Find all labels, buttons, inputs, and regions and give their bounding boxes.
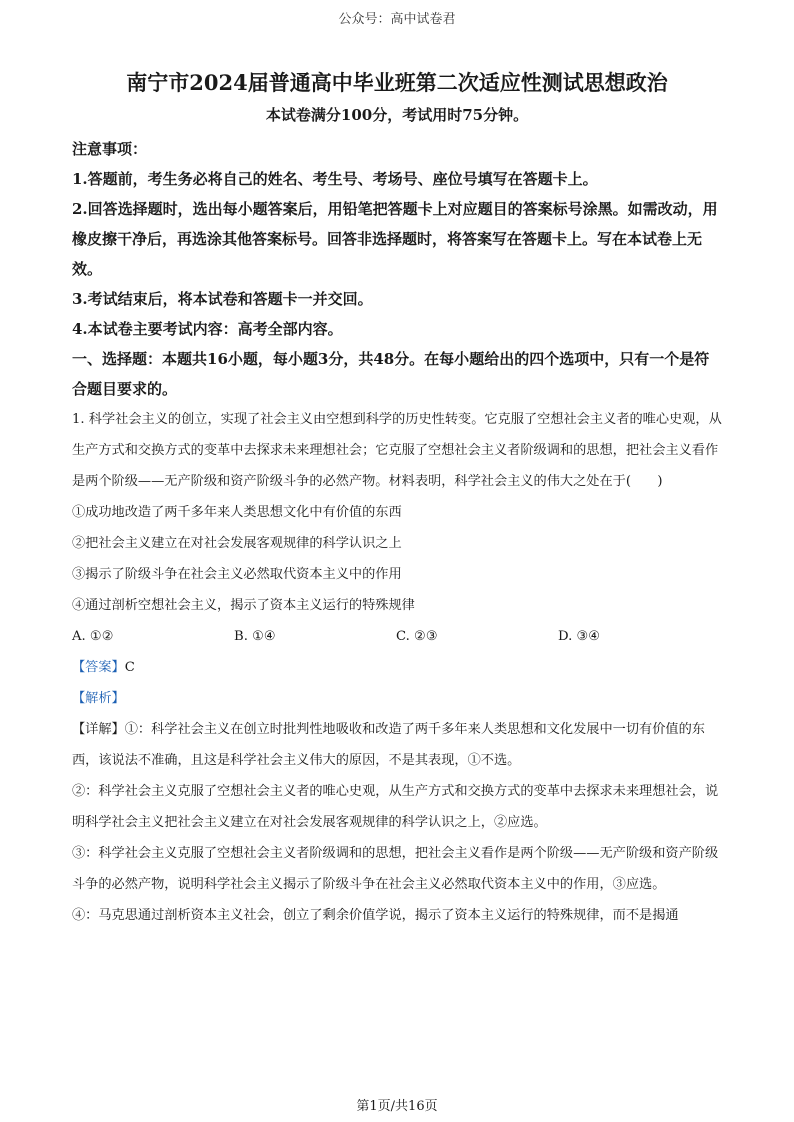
exam-title: 南宁市2024届普通高中毕业班第二次适应性测试思想政治 xyxy=(126,70,668,95)
option-b: B. ①④ xyxy=(234,629,276,644)
detail-paragraph: ③：科学社会主义克服了空想社会主义者阶级调和的思想，把社会主义看作是两个阶级——无产阶级和资产阶级斗争的必然产物，说明科学社会主义揭示了阶级斗争在社会主义必然取代资本主义中的作用，③应选。 xyxy=(72,846,719,892)
page-number: 第1页/共16页 xyxy=(356,1099,438,1114)
question-stem: 1. 科学社会主义的创立，实现了社会主义由空想到科学的历史性转变。它克服了空想社会主义者的唯心史观，从生产方式和交换方式的变革中去探求未来理想社会；它克服了空想社会主义者阶级调和的思想，把社会主义看作是两个阶级——无产阶级和资产阶级斗争的必然产物。材料表明，科学社会主义的伟大之处在于( ) xyxy=(72,412,722,489)
detail-tag: 【详解】 xyxy=(72,722,125,737)
option-c: C. ②③ xyxy=(396,629,438,644)
header-source: 公众号：高中试卷君 xyxy=(338,12,456,27)
option-a: A. ①② xyxy=(72,629,114,644)
statement: ①成功地改造了两千多年来人类思想文化中有价值的东西 xyxy=(72,505,402,520)
notice-item: 1.答题前，考生务必将自己的姓名、考生号、考场号、座位号填写在答题卡上。 xyxy=(72,170,598,188)
statement: ③揭示了阶级斗争在社会主义必然取代资本主义中的作用 xyxy=(72,567,402,582)
answer-value: C xyxy=(124,660,135,675)
detail-text: ①：科学社会主义在创立时批判性地吸收和改造了两千多年来人类思想和文化发展中一切有价值的东西，该说法不准确，且这是科学社会主义伟大的原因，不是其表现，①不选。 xyxy=(72,722,705,768)
statement: ④通过剖析空想社会主义，揭示了资本主义运行的特殊规律 xyxy=(72,598,415,613)
notice-heading: 注意事项： xyxy=(72,140,148,158)
notice-section xyxy=(72,134,722,344)
detail-paragraph: ②：科学社会主义克服了空想社会主义者的唯心史观，从生产方式和交换方式的变革中去探求未来理想社会，说明科学社会主义把社会主义建立在对社会发展客观规律的科学认识之上，②应选。 xyxy=(72,784,719,830)
answer-options xyxy=(72,621,722,652)
notice-item: 3.考试结束后，将本试卷和答题卡一并交回。 xyxy=(72,290,373,308)
section-heading: 一、选择题：本题共16小题，每小题3分，共48分。在每小题给出的四个选项中，只有一个是符合题目要求的。 xyxy=(72,350,710,398)
notice-item: 4.本试卷主要考试内容：高考全部内容。 xyxy=(72,320,343,338)
option-d: D. ③④ xyxy=(558,629,601,644)
detail-paragraph xyxy=(72,714,722,776)
statement: ②把社会主义建立在对社会发展客观规律的科学认识之上 xyxy=(72,536,402,551)
exam-page xyxy=(72,66,722,931)
analysis-line xyxy=(72,683,722,714)
exam-subtitle: 本试卷满分100分，考试用时75分钟。 xyxy=(265,106,529,124)
answer-tag: 【答案】 xyxy=(72,660,125,675)
question-1 xyxy=(72,404,722,931)
analysis-tag: 【解析】 xyxy=(72,691,125,706)
detail-paragraph: ④：马克思通过剖析资本主义社会，创立了剩余价值学说，揭示了资本主义运行的特殊规律，而不是揭通 xyxy=(72,908,679,923)
answer-line xyxy=(72,652,722,683)
notice-item: 2.回答选择题时，选出每小题答案后，用铅笔把答题卡上对应题目的答案标号涂黑。如需改动，用橡皮擦干净后，再选涂其他答案标号。回答非选择题时，将答案写在答题卡上。写在本试卷上无效。 xyxy=(72,200,718,278)
